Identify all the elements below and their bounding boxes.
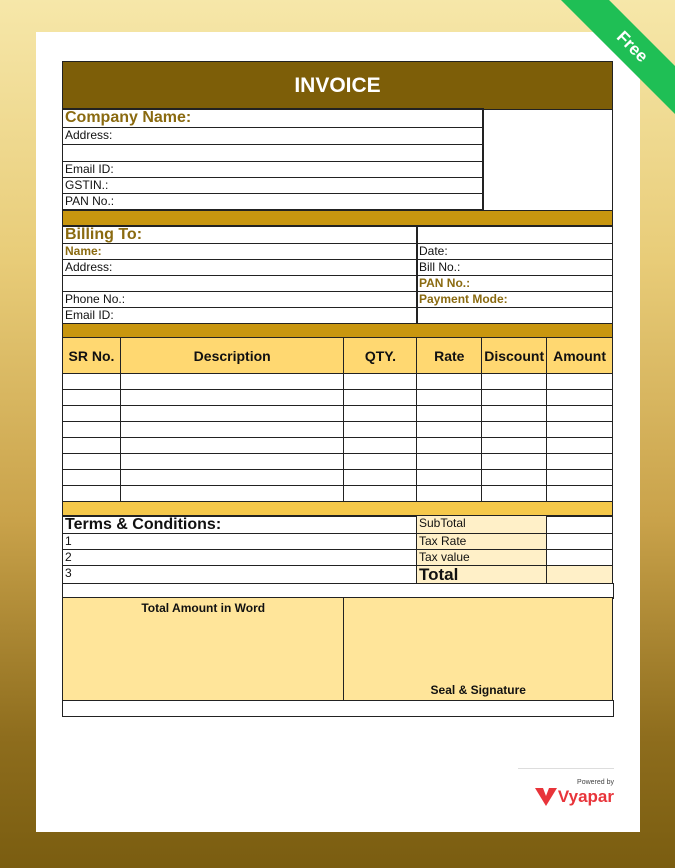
- subtotal-label: SubTotal: [416, 515, 547, 534]
- date-label: Date:: [416, 243, 613, 260]
- invoice-sheet: [62, 61, 613, 717]
- billing-address-line2: [62, 275, 418, 292]
- col-sr-no: SR No.: [62, 337, 121, 374]
- billing-right-blank: [416, 225, 613, 244]
- table-row: [62, 422, 613, 438]
- company-pan-label: PAN No.:: [62, 193, 484, 210]
- company-address-label: Address:: [62, 127, 484, 145]
- pan-label: PAN No.:: [416, 275, 613, 292]
- total-value: [546, 565, 613, 584]
- terms-item: 3: [62, 565, 418, 584]
- billing-heading: Billing To:: [62, 225, 418, 244]
- terms-item: 1: [62, 533, 418, 550]
- amount-in-word-box: [62, 597, 344, 701]
- tax-value-label: Tax value: [416, 549, 547, 566]
- vyapar-logo: [518, 768, 614, 808]
- vyapar-wordmark: Vyapar: [557, 787, 614, 806]
- table-row: [62, 454, 613, 470]
- col-amount: Amount: [546, 337, 613, 374]
- seal-signature-label: Seal & Signature: [430, 683, 526, 697]
- table-row: [62, 390, 613, 406]
- bill-no-label: Bill No.:: [416, 259, 613, 276]
- tax-rate-label: Tax Rate: [416, 533, 547, 550]
- col-discount: Discount: [481, 337, 547, 374]
- vyapar-mark-icon: [535, 788, 557, 806]
- company-address-line2: [62, 144, 484, 162]
- tax-rate-value: [546, 533, 613, 550]
- company-name-label: Company Name:: [62, 108, 484, 128]
- table-row: [62, 374, 613, 390]
- table-row: [62, 470, 613, 486]
- company-gstin-label: GSTIN.:: [62, 177, 484, 194]
- powered-by-label: Powered by: [577, 779, 614, 786]
- amount-in-word-label: Total Amount in Word: [141, 601, 266, 615]
- billing-name-label: Name:: [62, 243, 418, 260]
- free-ribbon-corner: [555, 0, 675, 120]
- billing-address-label: Address:: [62, 259, 418, 276]
- seal-signature-box: [343, 597, 613, 701]
- subtotal-value: [546, 515, 613, 534]
- col-qty: QTY.: [343, 337, 417, 374]
- table-row: [62, 486, 613, 502]
- terms-heading: Terms & Conditions:: [62, 515, 418, 534]
- col-description: Description: [120, 337, 345, 374]
- col-rate: Rate: [416, 337, 482, 374]
- table-row: [62, 438, 613, 454]
- table-row: [62, 406, 613, 422]
- terms-item: 2: [62, 549, 418, 566]
- company-logo-box: [482, 109, 613, 211]
- tax-value-value: [546, 549, 613, 566]
- bottom-row: [62, 700, 614, 717]
- free-badge: Free: [560, 0, 675, 119]
- payment-mode-label: Payment Mode:: [416, 291, 613, 308]
- billing-email-label: Email ID:: [62, 307, 418, 324]
- billing-phone-label: Phone No.:: [62, 291, 418, 308]
- company-email-label: Email ID:: [62, 161, 484, 178]
- items-table-header: [62, 338, 613, 374]
- billing-right-blank-2: [416, 307, 613, 324]
- items-table-body: [62, 374, 613, 502]
- invoice-title: INVOICE: [62, 61, 613, 110]
- total-label: Total: [416, 565, 547, 584]
